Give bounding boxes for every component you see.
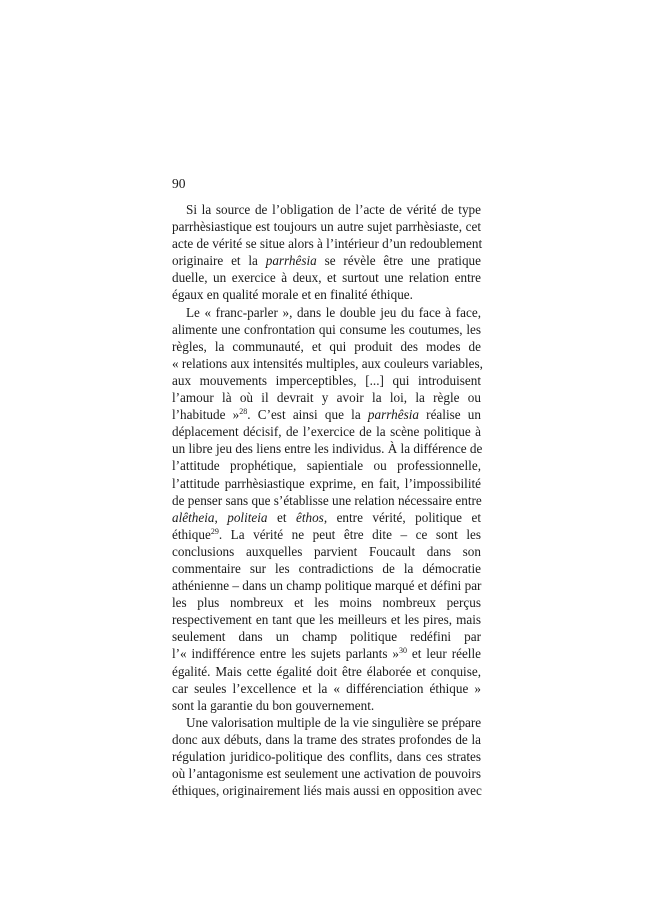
text-run: originaire et la xyxy=(172,253,266,269)
text-run: et xyxy=(267,509,296,525)
text-line xyxy=(172,509,481,526)
text-line xyxy=(172,235,481,252)
text-run: Si la source de l’obligation de l’acte de vérité de type xyxy=(186,202,481,217)
text-line xyxy=(172,680,481,697)
text-line xyxy=(172,731,481,748)
text-run: de penser sans que s’établisse une relation nécessaire entre xyxy=(172,492,482,508)
text-run: duelle, un exercice à deux, et surtout une relation entre xyxy=(172,270,481,286)
text-run: réalise un xyxy=(418,407,481,423)
text-run: parrhèsiastique est toujours un autre sujet parrhèsiaste, cet xyxy=(172,219,481,235)
text-line xyxy=(172,765,481,782)
text-line xyxy=(172,355,481,372)
text-run: seulement dans un champ politique redéfini par xyxy=(172,629,481,645)
page-number: 90 xyxy=(172,176,186,191)
text-run: l’attitude parrhèsiastique exprime, en fait, l’impossibilité xyxy=(172,475,481,491)
text-line xyxy=(172,560,481,577)
text-run: aux mouvements imperceptibles, [...] qui introduisent xyxy=(172,372,481,388)
text-run: éthiques, originairement liés mais aussi en opposition avec xyxy=(172,783,482,799)
text-line xyxy=(172,492,481,509)
text-run: sont la garantie du bon gouvernement. xyxy=(172,697,375,713)
text-line xyxy=(172,372,481,389)
text-line xyxy=(172,714,481,731)
text-run: les plus nombreux et les moins nombreux perçus xyxy=(172,595,481,611)
text-run: « relations aux intensités multiples, aux couleurs variables, xyxy=(172,355,483,371)
text-line xyxy=(172,782,481,799)
footnote-ref: 28 xyxy=(239,407,248,417)
text-run: alimente une confrontation qui consume les coutumes, les xyxy=(172,321,481,337)
italic-term: politeia xyxy=(227,509,268,525)
text-line xyxy=(172,338,481,355)
text-run: régulation juridico-politique des conflits, dans ces strates xyxy=(172,749,481,764)
text-line xyxy=(172,406,481,423)
text-run: , xyxy=(214,509,228,525)
text-line xyxy=(172,697,481,714)
italic-term: parrhêsia xyxy=(265,253,317,269)
text-line xyxy=(172,321,481,338)
text-run: l’habitude » xyxy=(172,407,240,423)
italic-term: êthos xyxy=(295,509,324,525)
text-run: l’attitude prophétique, sapientiale ou professionnelle, xyxy=(172,458,481,474)
text-run: où l’antagonisme est seulement une activation de pouvoirs xyxy=(172,766,481,782)
text-line xyxy=(172,201,481,218)
text-line xyxy=(172,663,481,680)
text-run: car seules l’excellence et la « différenciation éthique » xyxy=(172,680,481,696)
text-run: Le « franc-parler », dans le double jeu du face à face, xyxy=(186,304,481,320)
text-run: respectivement en tant que les meilleurs et les pires, mais xyxy=(172,612,481,628)
footnote-ref: 29 xyxy=(210,526,219,536)
text-line xyxy=(172,628,481,645)
text-run: et leur réelle xyxy=(406,646,481,662)
text-run: égalité. Mais cette égalité doit être élaborée et conquise, xyxy=(172,663,481,679)
text-run: , entre vérité, politique et xyxy=(323,509,481,525)
footnote-ref: 30 xyxy=(398,646,407,656)
text-run: déplacement décisif, de l’exercice de la scène politique à xyxy=(172,424,481,440)
text-line xyxy=(172,457,481,474)
text-run: . La vérité ne peut être dite – ce sont les xyxy=(218,526,481,542)
text-line xyxy=(172,389,481,406)
text-line xyxy=(172,475,481,492)
text-line xyxy=(172,526,481,543)
text-line xyxy=(172,252,481,269)
paragraph xyxy=(172,714,481,799)
text-run: règles, la communauté, et qui produit des modes de xyxy=(172,338,481,354)
text-run: l’amour là où il devrait y avoir la loi, la règle ou xyxy=(172,390,481,406)
text-run: Une valorisation multiple de la vie singulière se prépare xyxy=(186,714,482,730)
italic-term: alêtheia xyxy=(172,509,215,525)
paragraph xyxy=(172,304,481,714)
text-run: commentaire sur les contradictions de la démocratie xyxy=(172,560,481,576)
text-line xyxy=(172,543,481,560)
text-line xyxy=(172,594,481,611)
text-line xyxy=(172,423,481,440)
text-run: . C’est ainsi que la xyxy=(247,407,368,423)
text-line xyxy=(172,218,481,235)
text-line xyxy=(172,577,481,594)
text-line xyxy=(172,440,481,457)
text-run: l’« indifférence entre les sujets parlants » xyxy=(172,646,399,662)
text-run: conclusions auxquelles parvient Foucault dans son xyxy=(172,543,481,559)
text-line xyxy=(172,304,481,321)
text-line xyxy=(172,269,481,286)
text-run: donc aux débuts, dans la trame des strates profondes de la xyxy=(172,731,481,747)
paragraph xyxy=(172,201,481,304)
text-line xyxy=(172,611,481,628)
text-run: acte de vérité se situe alors à l’intérieur d’un redoublement xyxy=(172,236,483,252)
text-run: un libre jeu des liens entre les individus. À la différence de xyxy=(172,441,483,457)
body-text xyxy=(172,201,481,799)
text-line xyxy=(172,645,481,662)
text-line xyxy=(172,286,481,303)
text-line xyxy=(172,748,481,765)
text-run: éthique xyxy=(172,526,211,542)
text-run: se révèle être une pratique xyxy=(316,253,481,269)
text-run: athénienne – dans un champ politique marqué et défini par xyxy=(172,578,482,594)
text-run: égaux en qualité morale et en finalité éthique. xyxy=(172,287,413,303)
italic-term: parrhêsia xyxy=(367,407,419,423)
